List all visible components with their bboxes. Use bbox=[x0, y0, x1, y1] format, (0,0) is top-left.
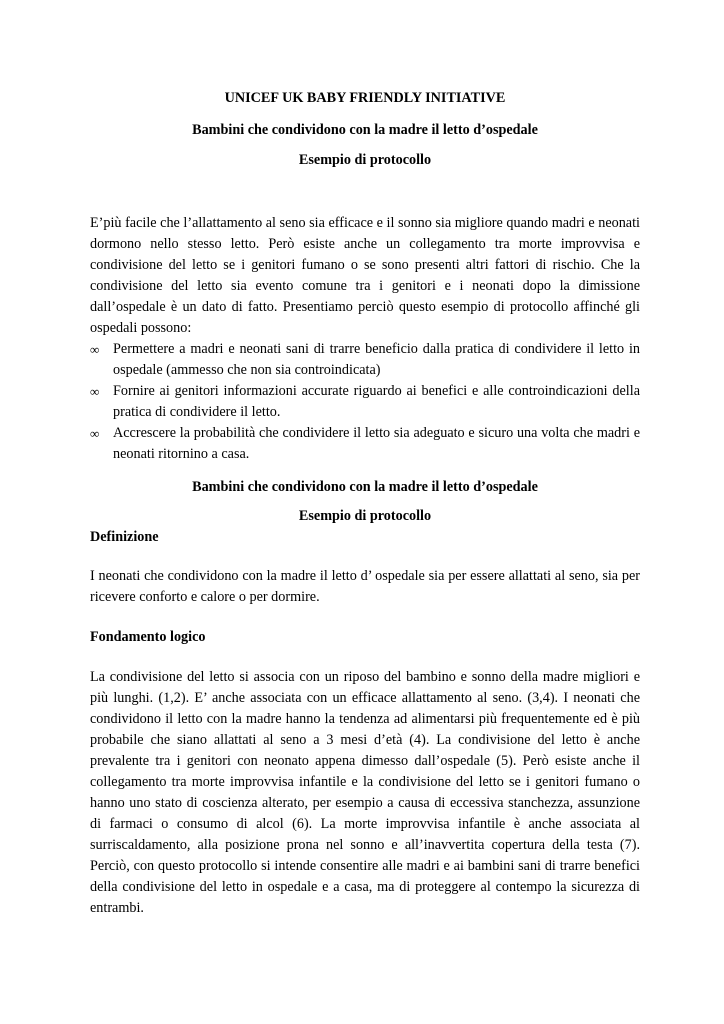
section-subtitle: Bambini che condividono con la madre il letto d’ospedale bbox=[192, 479, 538, 495]
infinity-bullet-icon: ∞ bbox=[90, 426, 100, 441]
document-subtitle: Bambini che condividono con la madre il letto d’ospedale bbox=[192, 122, 538, 138]
rationale-heading: Fondamento logico bbox=[90, 629, 206, 645]
bullet-text: Accrescere la probabilità che condividere il letto sia adeguato e sicuro una volta che madri e neonati ritornino a casa. bbox=[113, 425, 640, 462]
list-item bbox=[90, 381, 640, 423]
bullet-text: Fornire ai genitori informazioni accurate riguardo ai benefici e alle controindicazioni della pratica di condividere il letto. bbox=[113, 383, 640, 420]
definition-heading: Definizione bbox=[90, 529, 159, 545]
list-item bbox=[90, 423, 640, 465]
bullet-text: Permettere a madri e neonati sani di trarre beneficio dalla pratica di condividere il letto in ospedale (ammesso che non sia controindicata) bbox=[113, 341, 640, 378]
list-item bbox=[90, 339, 640, 381]
section-protocol-label: Esempio di protocollo bbox=[298, 508, 432, 524]
definition-text: I neonati che condividono con la madre il letto d’ ospedale sia per essere allattati al seno, sia per ricevere conforto e calore o per dormire. bbox=[90, 568, 640, 605]
rationale-text: La condivisione del letto si associa con un riposo del bambino e sonno della madre migliori e più lunghi. (1,2). E’ anche associata con un efficace allattamento al seno. (3,4). I neonati che condividono il letto con la madre hanno la tendenza ad alimentarsi più frequentemente ed è più probabile che siano allattati al seno a 3 mesi d’età (4). La condivisione del letto è anche prevalente tra i genitori con neonato appena dimesso dall’ospedale (5). Però esiste anche il collegamento tra morte improvvisa infantile e la condivisione del letto se i genitori fumano o hanno uno stato di coscienza alterato, per esempio a causa di eccessiva stanchezza, assunzione di farmaci o consumo di alcol (6). La morte improvvisa infantile è anche associata al surriscaldamento, alla posizione prona nel sonno e all’inavvertita copertura della testa (7). Perciò, con questo protocollo si intende consentire alle madri e ai bambini sani di trarre benefici della condivisione del letto in ospedale e a casa, ma di proteggere al contempo la sicurezza di entrambi. bbox=[90, 669, 640, 916]
document-page bbox=[90, 88, 640, 919]
infinity-bullet-icon: ∞ bbox=[90, 342, 100, 357]
bullet-list bbox=[90, 339, 640, 465]
protocol-label: Esempio di protocollo bbox=[298, 152, 432, 168]
intro-paragraph: E’più facile che l’allattamento al seno sia efficace e il sonno sia migliore quando madri e neonati dormono nello stesso letto. Però esiste anche un collegamento tra morte improvvisa e condivisione del letto se i genitori fumano o se sono presenti altri fattori di rischio. Che la condivisione del letto sia evento comune tra i genitori e i neonati dopo la dimissione dall’ospedale è un dato di fatto. Presentiamo perciò questo esempio di protocollo affinché gli ospedali possono: bbox=[90, 215, 640, 336]
infinity-bullet-icon: ∞ bbox=[90, 384, 100, 399]
document-title: UNICEF UK BABY FRIENDLY INITIATIVE bbox=[224, 90, 506, 106]
